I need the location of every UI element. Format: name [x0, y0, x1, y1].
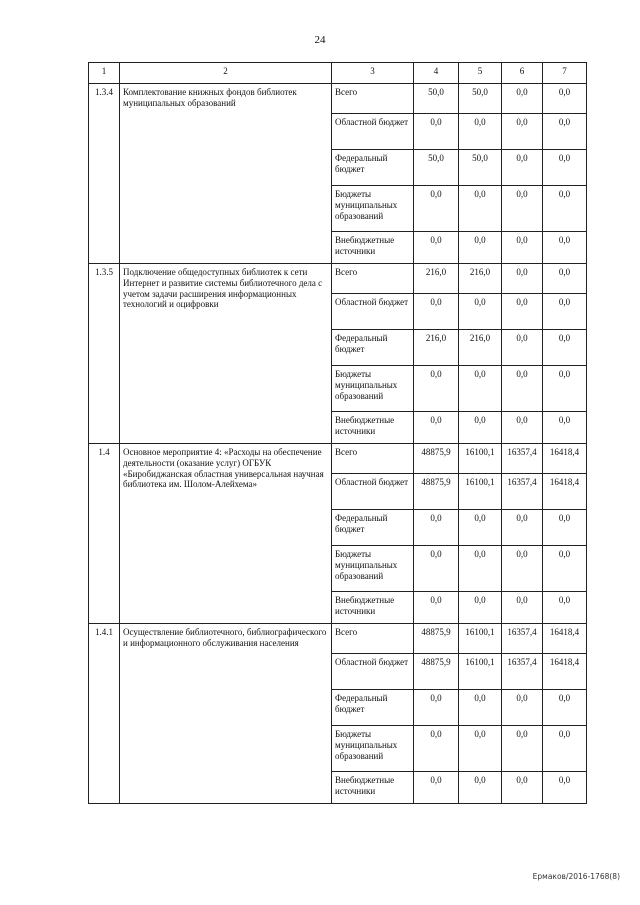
amount-cell-v7: 0,0	[543, 232, 587, 264]
amount-cell-v7: 0,0	[543, 546, 587, 592]
amount-cell-v4: 48875,9	[414, 474, 459, 510]
amount-cell-v5: 50,0	[459, 150, 502, 186]
amount-cell-v4: 0,0	[414, 294, 459, 330]
amount-cell-v6: 0,0	[502, 412, 543, 444]
amount-cell-v4: 0,0	[414, 186, 459, 232]
amount-cell-v5: 0,0	[459, 366, 502, 412]
amount-cell-v5: 0,0	[459, 232, 502, 264]
document-footer-code: Ермаков/2016-1768(8)	[532, 872, 620, 881]
amount-cell-v4: 50,0	[414, 150, 459, 186]
amount-cell-v5: 0,0	[459, 546, 502, 592]
amount-cell-v6: 0,0	[502, 114, 543, 150]
funding-source: Внебюджетные источники	[332, 592, 414, 624]
column-header: 7	[543, 63, 587, 84]
amount-cell-v4: 0,0	[414, 772, 459, 804]
amount-cell-v6: 16357,4	[502, 654, 543, 690]
funding-source: Федеральный бюджет	[332, 330, 414, 366]
funding-source: Федеральный бюджет	[332, 150, 414, 186]
amount-cell-v6: 0,0	[502, 232, 543, 264]
amount-cell-v5: 0,0	[459, 186, 502, 232]
amount-cell-v4: 0,0	[414, 690, 459, 726]
amount-cell-v6: 0,0	[502, 592, 543, 624]
table-body	[89, 84, 587, 804]
amount-cell-v4: 50,0	[414, 84, 459, 114]
amount-cell-v5: 16100,1	[459, 444, 502, 474]
section-name: Комплектование книжных фондов библиотек муниципальных образований	[120, 84, 332, 264]
funding-source: Всего	[332, 624, 414, 654]
amount-cell-v5: 0,0	[459, 690, 502, 726]
header-row	[89, 63, 587, 84]
column-header: 3	[332, 63, 414, 84]
amount-cell-v4: 0,0	[414, 592, 459, 624]
section-code: 1.3.5	[89, 264, 120, 444]
table-row	[89, 264, 587, 294]
amount-cell-v4: 0,0	[414, 232, 459, 264]
funding-source: Всего	[332, 264, 414, 294]
funding-source: Областной бюджет	[332, 114, 414, 150]
amount-cell-v5: 16100,1	[459, 624, 502, 654]
funding-source: Федеральный бюджет	[332, 690, 414, 726]
amount-cell-v7: 0,0	[543, 690, 587, 726]
amount-cell-v6: 0,0	[502, 366, 543, 412]
amount-cell-v7: 16418,4	[543, 474, 587, 510]
column-header: 5	[459, 63, 502, 84]
amount-cell-v7: 0,0	[543, 186, 587, 232]
funding-source: Бюджеты муниципальных образований	[332, 366, 414, 412]
amount-cell-v4: 48875,9	[414, 624, 459, 654]
amount-cell-v5: 0,0	[459, 510, 502, 546]
section-code: 1.3.4	[89, 84, 120, 264]
amount-cell-v4: 216,0	[414, 264, 459, 294]
funding-source: Областной бюджет	[332, 654, 414, 690]
amount-cell-v7: 0,0	[543, 510, 587, 546]
amount-cell-v5: 216,0	[459, 264, 502, 294]
table-row	[89, 84, 587, 114]
amount-cell-v4: 0,0	[414, 412, 459, 444]
section-code: 1.4	[89, 444, 120, 624]
amount-cell-v5: 216,0	[459, 330, 502, 366]
funding-source: Федеральный бюджет	[332, 510, 414, 546]
amount-cell-v7: 0,0	[543, 726, 587, 772]
amount-cell-v4: 0,0	[414, 546, 459, 592]
amount-cell-v4: 0,0	[414, 726, 459, 772]
table-row	[89, 624, 587, 654]
amount-cell-v5: 16100,1	[459, 474, 502, 510]
amount-cell-v4: 48875,9	[414, 444, 459, 474]
amount-cell-v5: 16100,1	[459, 654, 502, 690]
amount-cell-v5: 0,0	[459, 294, 502, 330]
amount-cell-v6: 16357,4	[502, 474, 543, 510]
amount-cell-v7: 0,0	[543, 412, 587, 444]
amount-cell-v6: 0,0	[502, 690, 543, 726]
amount-cell-v6: 0,0	[502, 510, 543, 546]
amount-cell-v7: 0,0	[543, 150, 587, 186]
amount-cell-v4: 48875,9	[414, 654, 459, 690]
funding-source: Областной бюджет	[332, 294, 414, 330]
column-header: 1	[89, 63, 120, 84]
amount-cell-v6: 0,0	[502, 150, 543, 186]
amount-cell-v6: 16357,4	[502, 624, 543, 654]
amount-cell-v7: 0,0	[543, 294, 587, 330]
amount-cell-v6: 0,0	[502, 84, 543, 114]
amount-cell-v7: 16418,4	[543, 624, 587, 654]
amount-cell-v4: 0,0	[414, 510, 459, 546]
table-row	[89, 444, 587, 474]
column-header: 6	[502, 63, 543, 84]
amount-cell-v4: 216,0	[414, 330, 459, 366]
amount-cell-v7: 16418,4	[543, 444, 587, 474]
page-number: 24	[314, 34, 326, 46]
amount-cell-v5: 0,0	[459, 772, 502, 804]
amount-cell-v6: 0,0	[502, 330, 543, 366]
section-name: Подключение общедоступных библиотек к сети Интернет и развитие системы библиотечного дела с учетом задачи расширения информационных технологий и оцифровки	[120, 264, 332, 444]
amount-cell-v4: 0,0	[414, 114, 459, 150]
funding-source: Внебюджетные источники	[332, 412, 414, 444]
amount-cell-v6: 0,0	[502, 726, 543, 772]
funding-source: Всего	[332, 84, 414, 114]
amount-cell-v6: 0,0	[502, 772, 543, 804]
amount-cell-v7: 0,0	[543, 114, 587, 150]
funding-source: Областной бюджет	[332, 474, 414, 510]
column-header: 2	[120, 63, 332, 84]
amount-cell-v5: 0,0	[459, 412, 502, 444]
budget-table	[88, 62, 587, 804]
section-code: 1.4.1	[89, 624, 120, 804]
amount-cell-v5: 0,0	[459, 726, 502, 772]
amount-cell-v7: 16418,4	[543, 654, 587, 690]
funding-source: Всего	[332, 444, 414, 474]
funding-source: Бюджеты муниципальных образований	[332, 726, 414, 772]
column-header: 4	[414, 63, 459, 84]
amount-cell-v7: 0,0	[543, 264, 587, 294]
funding-source: Внебюджетные источники	[332, 232, 414, 264]
amount-cell-v7: 0,0	[543, 330, 587, 366]
amount-cell-v5: 50,0	[459, 84, 502, 114]
amount-cell-v6: 0,0	[502, 264, 543, 294]
amount-cell-v7: 0,0	[543, 366, 587, 412]
section-name: Осуществление библиотечного, библиографического и информационного обслуживания населения	[120, 624, 332, 804]
amount-cell-v7: 0,0	[543, 772, 587, 804]
funding-source: Бюджеты муниципальных образований	[332, 546, 414, 592]
funding-source: Бюджеты муниципальных образований	[332, 186, 414, 232]
section-name: Основное мероприятие 4: «Расходы на обеспечение деятельности (оказание услуг) ОГБУК «Биробиджанская областная универсальная научная библиотека им. Шолом-Алейхема»	[120, 444, 332, 624]
amount-cell-v6: 0,0	[502, 546, 543, 592]
amount-cell-v7: 0,0	[543, 592, 587, 624]
amount-cell-v6: 0,0	[502, 294, 543, 330]
amount-cell-v5: 0,0	[459, 114, 502, 150]
funding-source: Внебюджетные источники	[332, 772, 414, 804]
amount-cell-v7: 0,0	[543, 84, 587, 114]
amount-cell-v6: 16357,4	[502, 444, 543, 474]
amount-cell-v4: 0,0	[414, 366, 459, 412]
amount-cell-v6: 0,0	[502, 186, 543, 232]
amount-cell-v5: 0,0	[459, 592, 502, 624]
